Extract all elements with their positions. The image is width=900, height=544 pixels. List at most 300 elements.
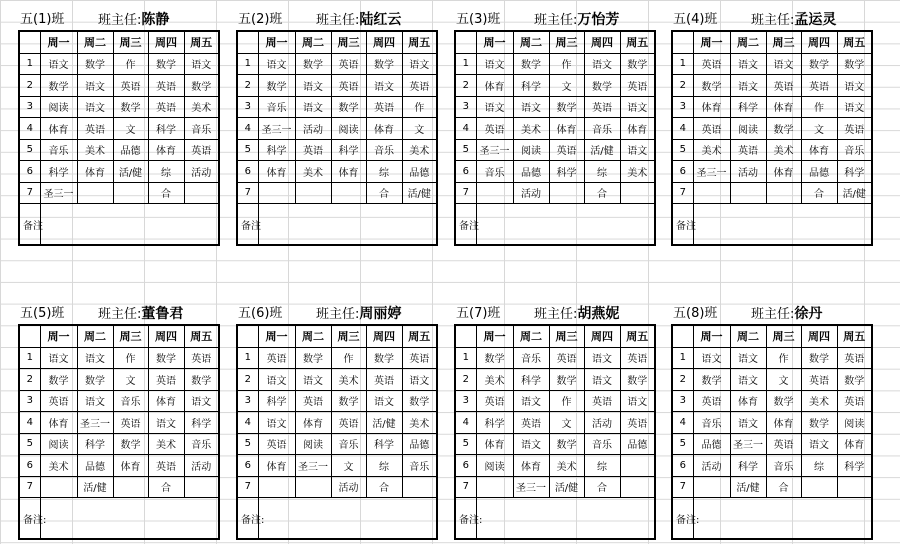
weekday-header-cell[interactable]: 周五 — [620, 31, 655, 53]
subject-cell[interactable]: 语文 — [77, 347, 113, 369]
subject-cell[interactable]: 圣三一 — [77, 412, 113, 434]
subject-cell[interactable]: 文 — [113, 369, 148, 391]
weekday-header-cell[interactable]: 周一 — [40, 31, 77, 53]
class-name[interactable]: 五(8)班 — [673, 306, 718, 321]
subject-cell[interactable]: 文 — [402, 118, 437, 140]
subject-cell[interactable]: 语文 — [730, 369, 766, 391]
corner-cell[interactable] — [672, 31, 693, 53]
subject-cell[interactable]: 阅读 — [331, 118, 366, 140]
note-value-cell[interactable] — [476, 498, 655, 540]
subject-cell[interactable]: 数学 — [693, 369, 730, 391]
subject-cell[interactable]: 英语 — [693, 390, 730, 412]
weekday-header-cell[interactable]: 周四 — [366, 325, 402, 347]
weekday-header-cell[interactable]: 周二 — [295, 325, 331, 347]
subject-cell[interactable]: 英语 — [693, 53, 730, 75]
subject-cell[interactable]: 体育 — [113, 455, 148, 477]
subject-cell[interactable]: 语文 — [693, 347, 730, 369]
weekday-header-cell[interactable]: 周二 — [513, 31, 549, 53]
subject-cell[interactable]: 语文 — [77, 390, 113, 412]
weekday-header-cell[interactable]: 周五 — [184, 31, 219, 53]
period-number-cell[interactable]: 1 — [237, 53, 258, 75]
subject-cell[interactable]: 语文 — [620, 139, 655, 161]
note-value-cell[interactable] — [693, 204, 872, 246]
subject-cell[interactable]: 活/健 — [549, 476, 584, 498]
subject-cell[interactable]: 数学 — [77, 369, 113, 391]
subject-cell[interactable]: 英语 — [620, 412, 655, 434]
teacher-name[interactable]: 徐丹 — [794, 306, 823, 322]
weekday-header-cell[interactable]: 周一 — [258, 31, 295, 53]
subject-cell[interactable] — [837, 476, 872, 498]
subject-cell[interactable]: 圣三一 — [258, 118, 295, 140]
class-name[interactable]: 五(2)班 — [238, 12, 283, 27]
subject-cell[interactable]: 科学 — [148, 118, 184, 140]
subject-cell[interactable]: 英语 — [620, 347, 655, 369]
subject-cell[interactable]: 数学 — [295, 53, 331, 75]
subject-cell[interactable]: 英语 — [295, 390, 331, 412]
period-number-cell[interactable]: 6 — [19, 455, 40, 477]
weekday-header-cell[interactable]: 周四 — [801, 325, 837, 347]
period-number-cell[interactable]: 1 — [672, 347, 693, 369]
subject-cell[interactable]: 合 — [148, 182, 184, 204]
subject-cell[interactable]: 数学 — [258, 75, 295, 97]
subject-cell[interactable]: 体育 — [295, 412, 331, 434]
period-number-cell[interactable]: 7 — [19, 182, 40, 204]
subject-cell[interactable]: 合 — [148, 476, 184, 498]
subject-cell[interactable]: 体育 — [766, 161, 801, 183]
subject-cell[interactable] — [258, 182, 295, 204]
subject-cell[interactable] — [295, 182, 331, 204]
subject-cell[interactable]: 英语 — [402, 75, 437, 97]
subject-cell[interactable]: 语文 — [837, 75, 872, 97]
subject-cell[interactable]: 活动 — [730, 161, 766, 183]
subject-cell[interactable]: 作 — [402, 96, 437, 118]
class-name[interactable]: 五(6)班 — [238, 306, 283, 321]
subject-cell[interactable] — [693, 182, 730, 204]
subject-cell[interactable]: 英语 — [295, 139, 331, 161]
subject-cell[interactable]: 数学 — [476, 347, 513, 369]
subject-cell[interactable]: 品德 — [113, 139, 148, 161]
weekday-header-cell[interactable]: 周五 — [184, 325, 219, 347]
teacher-name[interactable]: 胡燕妮 — [577, 306, 620, 322]
subject-cell[interactable]: 体育 — [40, 118, 77, 140]
weekday-header-cell[interactable]: 周四 — [584, 31, 620, 53]
teacher-label[interactable]: 班主任: — [534, 13, 578, 28]
subject-cell[interactable] — [331, 182, 366, 204]
period-number-cell[interactable]: 5 — [19, 433, 40, 455]
period-number-cell[interactable]: 7 — [455, 476, 476, 498]
note-label-cell[interactable]: 备注 — [19, 204, 40, 246]
subject-cell[interactable]: 语文 — [730, 412, 766, 434]
subject-cell[interactable]: 语文 — [620, 390, 655, 412]
subject-cell[interactable]: 语文 — [402, 53, 437, 75]
teacher-label[interactable]: 班主任: — [534, 307, 578, 322]
period-number-cell[interactable]: 7 — [237, 476, 258, 498]
period-number-cell[interactable]: 3 — [672, 390, 693, 412]
weekday-header-cell[interactable]: 周三 — [331, 325, 366, 347]
weekday-header-cell[interactable]: 周一 — [258, 325, 295, 347]
subject-cell[interactable]: 英语 — [801, 369, 837, 391]
subject-cell[interactable]: 体育 — [549, 118, 584, 140]
subject-cell[interactable]: 英语 — [258, 347, 295, 369]
subject-cell[interactable] — [40, 476, 77, 498]
subject-cell[interactable]: 合 — [766, 476, 801, 498]
subject-cell[interactable]: 语文 — [837, 96, 872, 118]
subject-cell[interactable]: 科学 — [258, 139, 295, 161]
subject-cell[interactable]: 体育 — [476, 433, 513, 455]
period-number-cell[interactable]: 4 — [455, 118, 476, 140]
subject-cell[interactable]: 语文 — [513, 433, 549, 455]
subject-cell[interactable]: 活/健 — [584, 139, 620, 161]
subject-cell[interactable]: 英语 — [837, 118, 872, 140]
note-label-cell[interactable]: 备注: — [19, 498, 40, 540]
subject-cell[interactable]: 语文 — [77, 75, 113, 97]
subject-cell[interactable]: 作 — [331, 347, 366, 369]
subject-cell[interactable]: 文 — [331, 455, 366, 477]
subject-cell[interactable]: 数学 — [184, 369, 219, 391]
subject-cell[interactable]: 作 — [549, 390, 584, 412]
teacher-name[interactable]: 陈静 — [141, 12, 170, 28]
period-number-cell[interactable]: 5 — [455, 139, 476, 161]
teacher-name[interactable]: 周丽婷 — [359, 306, 402, 322]
subject-cell[interactable]: 科学 — [476, 412, 513, 434]
period-number-cell[interactable]: 5 — [237, 139, 258, 161]
period-number-cell[interactable]: 6 — [455, 455, 476, 477]
subject-cell[interactable]: 语文 — [513, 390, 549, 412]
period-number-cell[interactable]: 2 — [455, 75, 476, 97]
note-value-cell[interactable] — [476, 204, 655, 246]
subject-cell[interactable]: 英语 — [549, 347, 584, 369]
period-number-cell[interactable]: 1 — [19, 347, 40, 369]
period-number-cell[interactable]: 6 — [455, 161, 476, 183]
subject-cell[interactable]: 阅读 — [40, 433, 77, 455]
period-number-cell[interactable]: 5 — [19, 139, 40, 161]
weekday-header-cell[interactable]: 周二 — [730, 31, 766, 53]
subject-cell[interactable]: 音乐 — [476, 161, 513, 183]
teacher-name[interactable]: 孟运灵 — [794, 12, 837, 28]
subject-cell[interactable]: 科学 — [730, 455, 766, 477]
class-name[interactable]: 五(5)班 — [20, 306, 65, 321]
subject-cell[interactable]: 品德 — [620, 433, 655, 455]
subject-cell[interactable]: 英语 — [476, 390, 513, 412]
teacher-label[interactable]: 班主任: — [751, 13, 795, 28]
class-name[interactable]: 五(1)班 — [20, 12, 65, 27]
subject-cell[interactable]: 语文 — [258, 369, 295, 391]
subject-cell[interactable]: 文 — [113, 118, 148, 140]
subject-cell[interactable]: 体育 — [801, 139, 837, 161]
weekday-header-cell[interactable]: 周二 — [730, 325, 766, 347]
subject-cell[interactable] — [549, 182, 584, 204]
subject-cell[interactable]: 科学 — [549, 161, 584, 183]
period-number-cell[interactable]: 6 — [672, 161, 693, 183]
period-number-cell[interactable]: 2 — [672, 75, 693, 97]
subject-cell[interactable] — [184, 182, 219, 204]
period-number-cell[interactable]: 2 — [672, 369, 693, 391]
period-number-cell[interactable]: 3 — [19, 390, 40, 412]
subject-cell[interactable]: 英语 — [113, 412, 148, 434]
subject-cell[interactable]: 品德 — [513, 161, 549, 183]
subject-cell[interactable]: 英语 — [549, 139, 584, 161]
note-value-cell[interactable] — [40, 204, 219, 246]
subject-cell[interactable]: 活动 — [513, 182, 549, 204]
subject-cell[interactable] — [766, 182, 801, 204]
subject-cell[interactable]: 体育 — [77, 161, 113, 183]
subject-cell[interactable]: 体育 — [730, 390, 766, 412]
teacher-label[interactable]: 班主任: — [98, 13, 142, 28]
subject-cell[interactable]: 语文 — [295, 96, 331, 118]
subject-cell[interactable]: 英语 — [693, 118, 730, 140]
period-number-cell[interactable]: 1 — [455, 347, 476, 369]
period-number-cell[interactable]: 1 — [455, 53, 476, 75]
weekday-header-cell[interactable]: 周一 — [693, 325, 730, 347]
subject-cell[interactable]: 科学 — [366, 433, 402, 455]
subject-cell[interactable]: 音乐 — [366, 139, 402, 161]
period-number-cell[interactable]: 1 — [672, 53, 693, 75]
subject-cell[interactable]: 圣三一 — [295, 455, 331, 477]
period-number-cell[interactable]: 3 — [455, 96, 476, 118]
subject-cell[interactable]: 作 — [801, 96, 837, 118]
weekday-header-cell[interactable]: 周二 — [77, 31, 113, 53]
subject-cell[interactable]: 体育 — [366, 118, 402, 140]
weekday-header-cell[interactable]: 周一 — [476, 31, 513, 53]
teacher-label[interactable]: 班主任: — [98, 307, 142, 322]
subject-cell[interactable]: 数学 — [837, 369, 872, 391]
subject-cell[interactable]: 数学 — [693, 75, 730, 97]
subject-cell[interactable]: 语文 — [513, 96, 549, 118]
subject-cell[interactable]: 体育 — [148, 139, 184, 161]
subject-cell[interactable]: 英语 — [801, 75, 837, 97]
weekday-header-cell[interactable]: 周五 — [837, 31, 872, 53]
subject-cell[interactable]: 体育 — [513, 455, 549, 477]
subject-cell[interactable]: 综 — [366, 455, 402, 477]
subject-cell[interactable]: 阅读 — [837, 412, 872, 434]
subject-cell[interactable]: 英语 — [148, 455, 184, 477]
subject-cell[interactable]: 语文 — [730, 347, 766, 369]
subject-cell[interactable]: 品德 — [77, 455, 113, 477]
period-number-cell[interactable]: 4 — [672, 118, 693, 140]
subject-cell[interactable]: 活动 — [184, 455, 219, 477]
subject-cell[interactable]: 语文 — [295, 75, 331, 97]
subject-cell[interactable]: 英语 — [730, 139, 766, 161]
teacher-label[interactable]: 班主任: — [316, 307, 360, 322]
period-number-cell[interactable]: 5 — [237, 433, 258, 455]
subject-cell[interactable]: 活/健 — [113, 161, 148, 183]
period-number-cell[interactable]: 4 — [19, 412, 40, 434]
subject-cell[interactable]: 语文 — [40, 53, 77, 75]
corner-cell[interactable] — [237, 325, 258, 347]
subject-cell[interactable]: 美术 — [620, 161, 655, 183]
subject-cell[interactable]: 英语 — [476, 118, 513, 140]
subject-cell[interactable]: 科学 — [77, 433, 113, 455]
note-value-cell[interactable] — [693, 498, 872, 540]
note-label-cell[interactable]: 备注 — [455, 204, 476, 246]
subject-cell[interactable]: 科学 — [258, 390, 295, 412]
corner-cell[interactable] — [455, 325, 476, 347]
subject-cell[interactable]: 语文 — [730, 75, 766, 97]
weekday-header-cell[interactable]: 周四 — [148, 31, 184, 53]
subject-cell[interactable]: 数学 — [40, 369, 77, 391]
period-number-cell[interactable]: 5 — [455, 433, 476, 455]
weekday-header-cell[interactable]: 周三 — [113, 325, 148, 347]
teacher-name[interactable]: 万怡芳 — [577, 12, 620, 28]
subject-cell[interactable] — [184, 476, 219, 498]
subject-cell[interactable]: 活/健 — [402, 182, 437, 204]
subject-cell[interactable]: 数学 — [295, 347, 331, 369]
subject-cell[interactable]: 数学 — [113, 96, 148, 118]
period-number-cell[interactable]: 4 — [455, 412, 476, 434]
teacher-label[interactable]: 班主任: — [316, 13, 360, 28]
subject-cell[interactable]: 语文 — [258, 412, 295, 434]
subject-cell[interactable] — [801, 476, 837, 498]
subject-cell[interactable]: 英语 — [148, 75, 184, 97]
subject-cell[interactable]: 音乐 — [258, 96, 295, 118]
period-number-cell[interactable]: 6 — [672, 455, 693, 477]
subject-cell[interactable]: 数学 — [620, 369, 655, 391]
subject-cell[interactable]: 音乐 — [402, 455, 437, 477]
period-number-cell[interactable]: 4 — [237, 118, 258, 140]
subject-cell[interactable]: 体育 — [40, 412, 77, 434]
period-number-cell[interactable]: 7 — [455, 182, 476, 204]
subject-cell[interactable]: 英语 — [77, 118, 113, 140]
period-number-cell[interactable]: 6 — [237, 455, 258, 477]
subject-cell[interactable]: 音乐 — [837, 139, 872, 161]
weekday-header-cell[interactable]: 周二 — [513, 325, 549, 347]
teacher-name[interactable]: 董鲁君 — [141, 306, 184, 322]
period-number-cell[interactable]: 3 — [455, 390, 476, 412]
period-number-cell[interactable]: 4 — [19, 118, 40, 140]
subject-cell[interactable]: 语文 — [584, 369, 620, 391]
corner-cell[interactable] — [455, 31, 476, 53]
subject-cell[interactable]: 语文 — [184, 390, 219, 412]
period-number-cell[interactable]: 4 — [237, 412, 258, 434]
subject-cell[interactable]: 英语 — [331, 412, 366, 434]
period-number-cell[interactable]: 7 — [237, 182, 258, 204]
subject-cell[interactable]: 语文 — [584, 347, 620, 369]
subject-cell[interactable]: 美术 — [693, 139, 730, 161]
subject-cell[interactable]: 体育 — [258, 161, 295, 183]
subject-cell[interactable]: 活/健 — [366, 412, 402, 434]
period-number-cell[interactable]: 2 — [19, 369, 40, 391]
subject-cell[interactable]: 品德 — [801, 161, 837, 183]
corner-cell[interactable] — [672, 325, 693, 347]
subject-cell[interactable]: 数学 — [801, 53, 837, 75]
note-value-cell[interactable] — [258, 204, 437, 246]
subject-cell[interactable]: 英语 — [184, 347, 219, 369]
class-name[interactable]: 五(4)班 — [673, 12, 718, 27]
period-number-cell[interactable]: 7 — [672, 182, 693, 204]
weekday-header-cell[interactable]: 周三 — [766, 325, 801, 347]
subject-cell[interactable]: 阅读 — [295, 433, 331, 455]
note-label-cell[interactable]: 备注: — [672, 498, 693, 540]
period-number-cell[interactable]: 1 — [237, 347, 258, 369]
subject-cell[interactable]: 语文 — [148, 412, 184, 434]
subject-cell[interactable]: 科学 — [513, 75, 549, 97]
class-name[interactable]: 五(7)班 — [456, 306, 501, 321]
subject-cell[interactable]: 圣三一 — [730, 433, 766, 455]
subject-cell[interactable]: 数学 — [113, 433, 148, 455]
subject-cell[interactable]: 数学 — [837, 53, 872, 75]
subject-cell[interactable]: 英语 — [331, 53, 366, 75]
weekday-header-cell[interactable]: 周一 — [476, 325, 513, 347]
subject-cell[interactable]: 阅读 — [40, 96, 77, 118]
subject-cell[interactable]: 阅读 — [476, 455, 513, 477]
subject-cell[interactable]: 数学 — [184, 75, 219, 97]
subject-cell[interactable]: 语文 — [402, 369, 437, 391]
weekday-header-cell[interactable]: 周二 — [295, 31, 331, 53]
subject-cell[interactable]: 圣三一 — [513, 476, 549, 498]
period-number-cell[interactable]: 2 — [19, 75, 40, 97]
subject-cell[interactable]: 合 — [366, 476, 402, 498]
note-value-cell[interactable] — [258, 498, 437, 540]
weekday-header-cell[interactable]: 周四 — [148, 325, 184, 347]
period-number-cell[interactable]: 3 — [672, 96, 693, 118]
subject-cell[interactable]: 美术 — [402, 412, 437, 434]
subject-cell[interactable]: 语文 — [584, 53, 620, 75]
subject-cell[interactable]: 语文 — [766, 53, 801, 75]
weekday-header-cell[interactable]: 周四 — [366, 31, 402, 53]
subject-cell[interactable]: 合 — [584, 476, 620, 498]
subject-cell[interactable]: 音乐 — [184, 118, 219, 140]
weekday-header-cell[interactable]: 周四 — [584, 325, 620, 347]
subject-cell[interactable]: 音乐 — [113, 390, 148, 412]
subject-cell[interactable]: 圣三一 — [693, 161, 730, 183]
subject-cell[interactable]: 品德 — [693, 433, 730, 455]
subject-cell[interactable]: 音乐 — [331, 433, 366, 455]
subject-cell[interactable]: 音乐 — [40, 139, 77, 161]
subject-cell[interactable]: 美术 — [77, 139, 113, 161]
subject-cell[interactable] — [113, 182, 148, 204]
subject-cell[interactable]: 美术 — [295, 161, 331, 183]
subject-cell[interactable]: 数学 — [331, 390, 366, 412]
weekday-header-cell[interactable]: 周三 — [549, 31, 584, 53]
subject-cell[interactable]: 体育 — [766, 412, 801, 434]
subject-cell[interactable]: 语文 — [77, 96, 113, 118]
subject-cell[interactable]: 英语 — [40, 390, 77, 412]
subject-cell[interactable]: 英语 — [513, 412, 549, 434]
subject-cell[interactable]: 科学 — [730, 96, 766, 118]
subject-cell[interactable]: 文 — [549, 412, 584, 434]
corner-cell[interactable] — [19, 31, 40, 53]
subject-cell[interactable]: 科学 — [184, 412, 219, 434]
period-number-cell[interactable]: 1 — [19, 53, 40, 75]
subject-cell[interactable]: 阅读 — [730, 118, 766, 140]
weekday-header-cell[interactable]: 周四 — [801, 31, 837, 53]
subject-cell[interactable]: 英语 — [331, 75, 366, 97]
subject-cell[interactable] — [402, 476, 437, 498]
subject-cell[interactable]: 美术 — [40, 455, 77, 477]
weekday-header-cell[interactable]: 周五 — [837, 325, 872, 347]
subject-cell[interactable]: 活/健 — [837, 182, 872, 204]
subject-cell[interactable]: 品德 — [402, 161, 437, 183]
corner-cell[interactable] — [19, 325, 40, 347]
period-number-cell[interactable]: 4 — [672, 412, 693, 434]
subject-cell[interactable]: 语文 — [40, 347, 77, 369]
subject-cell[interactable]: 文 — [801, 118, 837, 140]
subject-cell[interactable]: 数学 — [549, 433, 584, 455]
subject-cell[interactable]: 综 — [801, 455, 837, 477]
subject-cell[interactable]: 语文 — [620, 96, 655, 118]
weekday-header-cell[interactable]: 周五 — [402, 325, 437, 347]
subject-cell[interactable]: 作 — [113, 53, 148, 75]
subject-cell[interactable]: 体育 — [331, 161, 366, 183]
subject-cell[interactable]: 音乐 — [693, 412, 730, 434]
subject-cell[interactable]: 科学 — [331, 139, 366, 161]
subject-cell[interactable]: 语文 — [476, 53, 513, 75]
subject-cell[interactable]: 科学 — [837, 455, 872, 477]
subject-cell[interactable]: 合 — [584, 182, 620, 204]
period-number-cell[interactable]: 2 — [455, 369, 476, 391]
subject-cell[interactable] — [620, 455, 655, 477]
subject-cell[interactable]: 数学 — [549, 96, 584, 118]
